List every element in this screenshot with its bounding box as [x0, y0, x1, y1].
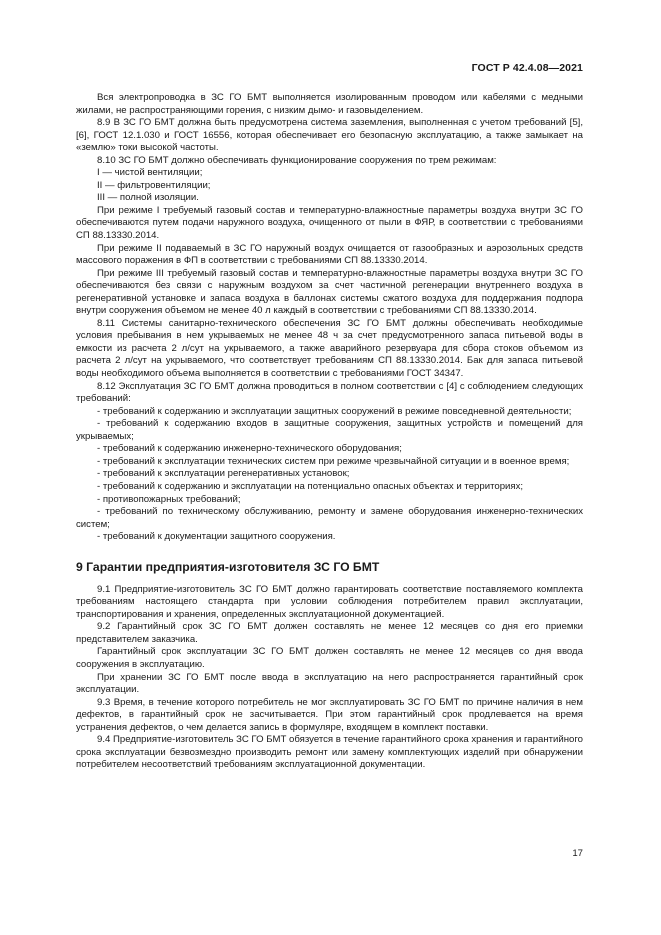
document-body — [76, 92, 583, 772]
requirement-item: - требований к содержанию и эксплуатации на потенциально опасных объектах и территориях; — [97, 480, 524, 492]
requirement-item: - требований к содержанию инженерно-технического оборудования; — [97, 443, 402, 455]
paragraph-9-4: 9.4 Предприятие-изготовитель ЗС ГО БМТ обязуется в течение гарантийного срока хранения и гарантийного срока эксплуатации безвозмездно производить ремонт или замену комплектующих изделий при обнаружении потребителем несоответствий требованиям эксплуатационной документации. — [76, 734, 583, 771]
document-code-header: ГОСТ Р 42.4.08—2021 — [471, 62, 583, 74]
paragraph-8-11: 8.11 Системы санитарно-технического обеспечения ЗС ГО БМТ должны обеспечивать необходимые условия пребывания в нем укрываемых не менее 48 ч за счет предусмотренного запаса питьевой воды в емкости из расчета 2 л/сут на укрываемого, а также аварийного резервуара для сбора стоков объемом из расчета 2 л/сут на укрываемого, что соответствует требованиям СП 88.13330.2014. Бак для запаса питьевой воды необходимого объема выполняется в соответствии с требованиями ГОСТ 34347. — [76, 317, 583, 380]
paragraph-mode-3: При режиме III требуемый газовый состав и температурно-влажностные параметры воздуха внутри ЗС ГО обеспечиваются без связи с наружным воздухом за счет частичной регенерации внутреннего воздуха в регенеративной установке и запаса воздуха в баллонах системы сжатого воздуха для поддержания подпора внутри сооружения объемом не менее 40 л каждый в соответствии с требованиями СП 88.13330.2014. — [76, 267, 583, 317]
section-9-heading: 9 Гарантии предприятия-изготовителя ЗС ГО БМТ — [76, 559, 380, 574]
requirement-item: - противопожарных требований; — [97, 493, 241, 505]
mode-item-3: III — полной изоляции. — [97, 192, 199, 204]
paragraph-9-2-operation: Гарантийный срок эксплуатации ЗС ГО БМТ должен составлять не менее 12 месяцев со дня ввода сооружения в эксплуатацию. — [76, 646, 583, 670]
requirement-item: - требований по техническому обслуживанию, ремонту и замене оборудования инженерно-технических систем; — [76, 506, 583, 530]
paragraph-9-2-storage: При хранении ЗС ГО БМТ после ввода в эксплуатацию на него распространяется гарантийный срок эксплуатации. — [76, 671, 583, 696]
paragraph-9-3: 9.3 Время, в течение которого потребитель не мог эксплуатировать ЗС ГО БМТ по причине наличия в нем дефектов, в гарантийный срок не засчитывается. При этом гарантийный срок продлевается на время устранения дефектов, о чем делается запись в формуляре, входящем в комплект поставки. — [76, 696, 583, 733]
paragraph-8-10: 8.10 ЗС ГО БМТ должно обеспечивать функционирование сооружения по трем режимам: — [97, 154, 497, 166]
paragraph-9-2: 9.2 Гарантийный срок ЗС ГО БМТ должен составлять не менее 12 месяцев со дня его приемки представителем заказчика. — [76, 621, 583, 645]
paragraph-mode-1: При режиме I требуемый газовый состав и температурно-влажностные параметры воздуха внутри ЗС ГО обеспечиваются путем подачи наружного воздуха, очищенного от пыли в ФЯР, в соответствии с требованиями СП 88.13330.2014. — [76, 204, 583, 242]
mode-item-2: II — фильтровентиляции; — [97, 179, 211, 191]
requirement-item: - требований к документации защитного сооружения. — [97, 531, 336, 543]
mode-item-1: I — чистой вентиляции; — [97, 167, 203, 179]
requirement-item: - требований к содержанию и эксплуатации защитных сооружений в режиме повседневной деятельности; — [97, 405, 572, 417]
requirement-item: - требований к содержанию входов в защитные сооружения, защитных устройств и помещений для укрываемых; — [76, 418, 583, 442]
paragraph-wiring: Вся электропроводка в ЗС ГО БМТ выполняется изолированным проводом или кабелями с медными жилами, не распространяющими горения, с низким дымо- и газовыделением. — [76, 92, 583, 116]
paragraph-8-12: 8.12 Эксплуатация ЗС ГО БМТ должна проводиться в полном соответствии с [4] с соблюдением следующих требований: — [76, 380, 583, 405]
paragraph-mode-2: При режиме II подаваемый в ЗС ГО наружный воздух очищается от газообразных и аэрозольных средств массового поражения в ФП в соответствии с требованиями СП 88.13330.2014. — [76, 242, 583, 267]
paragraph-9-1: 9.1 Предприятие-изготовитель ЗС ГО БМТ должно гарантировать соответствие поставляемого комплекта требованиям настоящего стандарта при условии соблюдения потребителем правил эксплуатации, транспортирования и хранения, определенных эксплуатационной документацией. — [76, 583, 583, 620]
requirement-item: - требований к эксплуатации регенеративных установок; — [97, 468, 350, 480]
paragraph-8-9: 8.9 В ЗС ГО БМТ должна быть предусмотрена система заземления, выполненная с учетом требований [5], [6], ГОСТ 12.1.030 и ГОСТ 16556, которая обеспечивает его безопасную эксплуатацию, а также замыкает на «землю» токи высокой частоты. — [76, 117, 583, 154]
page-number: 17 — [572, 848, 583, 859]
requirement-item: - требований к эксплуатации технических систем при режиме чрезвычайной ситуации и в военное время; — [97, 455, 570, 467]
